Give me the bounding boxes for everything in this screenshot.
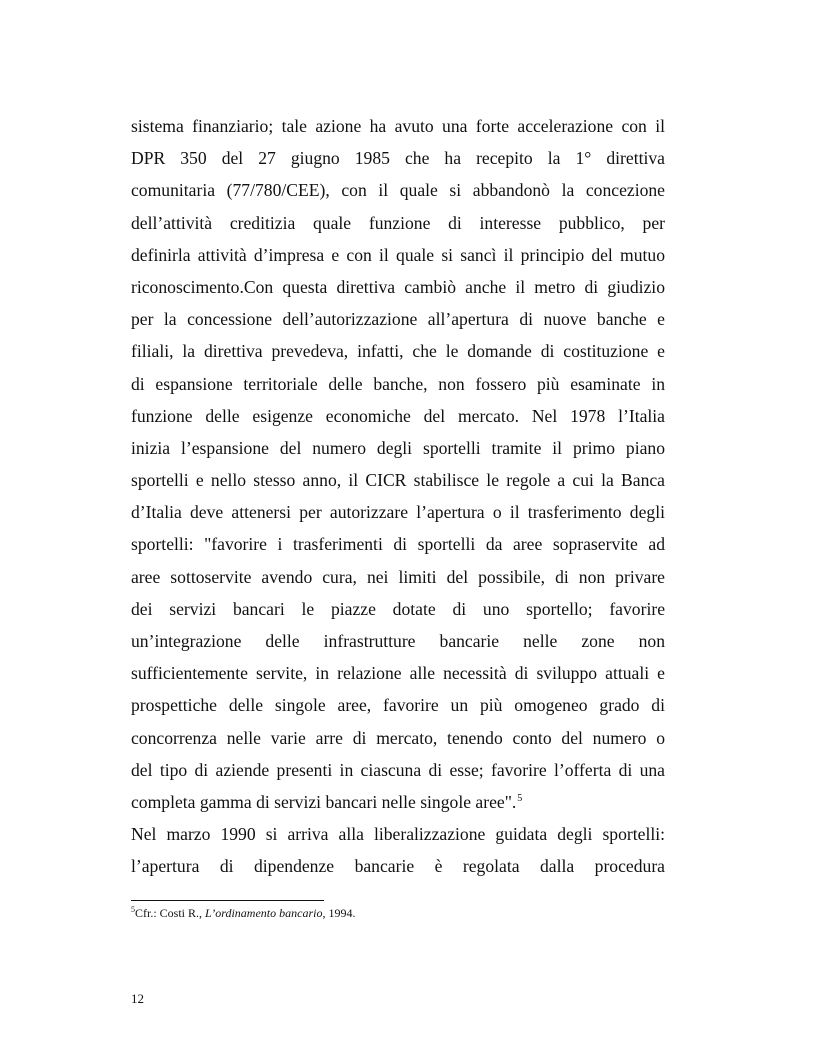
text-line: l’apertura di dipendenze bancarie è regolata dalla procedura [131,856,665,877]
text-line: comunitaria (77/780/CEE), con il quale si abbandonò la concezione [131,180,665,201]
text-line: di espansione territoriale delle banche, non fossero più esaminate in [131,373,665,394]
footnote-divider [131,900,324,901]
text-line: aree sottoservite avendo cura, nei limiti del possibile, di non privare [131,566,665,587]
text-line: Nel marzo 1990 si arriva alla liberalizzazione guidata degli sportelli: [131,824,665,845]
footnote-number: 5 [131,905,135,914]
text-line: DPR 350 del 27 giugno 1985 che ha recepito la 1° direttiva [131,148,665,169]
footnote-suffix: , 1994. [322,906,356,920]
text-line: dell’attività creditizia quale funzione di interesse pubblico, per [131,212,665,233]
text-line: sistema finanziario; tale azione ha avuto una forte accelerazione con il [131,116,665,136]
footnote [131,905,355,921]
text-line: definirla attività d’impresa e con il quale si sancì il principio del mutuo [131,244,665,265]
text-line: sportelli e nello stesso anno, il CICR stabilisce le regole a cui la Banca [131,470,665,491]
text-line: inizia l’espansione del numero degli sportelli tramite il primo piano [131,437,665,458]
text-line: filiali, la direttiva prevedeva, infatti, che le domande di costituzione e [131,341,665,362]
footnote-title: L’ordinamento bancario [205,906,323,920]
text-line: prospettiche delle singole aree, favorire un più omogeneo grado di [131,695,665,716]
body-text [131,110,665,883]
footnote-reference[interactable]: 5 [517,792,523,804]
text-line: funzione delle esigenze economiche del mercato. Nel 1978 l’Italia [131,405,665,426]
text-line: per la concessione dell’autorizzazione all’apertura di nuove banche e [131,309,665,330]
text-line: un’integrazione delle infrastrutture bancarie nelle zone non [131,631,665,651]
text-line: riconoscimento.Con questa direttiva cambiò anche il metro di giudizio [131,276,665,297]
text-line: d’Italia deve attenersi per autorizzare l’apertura o il trasferimento degli [131,502,665,523]
text-line-with-footnote [131,786,665,818]
text-line: concorrenza nelle varie arre di mercato, tenendo conto del numero o [131,727,665,748]
footnote-prefix: Cfr.: Costi R., [135,906,206,920]
page-number: 12 [131,991,144,1006]
text-line: dei servizi bancari le piazze dotate di uno sportello; favorire [131,598,665,619]
text-line: sportelli: "favorire i trasferimenti di sportelli da aree sopraservite ad [131,534,665,555]
text-line: del tipo di aziende presenti in ciascuna di esse; favorire l’offerta di una [131,759,665,780]
text-line-content: completa gamma di servizi bancari nelle singole aree". [131,791,517,812]
text-line: sufficientemente servite, in relazione alle necessità di sviluppo attuali e [131,663,665,684]
